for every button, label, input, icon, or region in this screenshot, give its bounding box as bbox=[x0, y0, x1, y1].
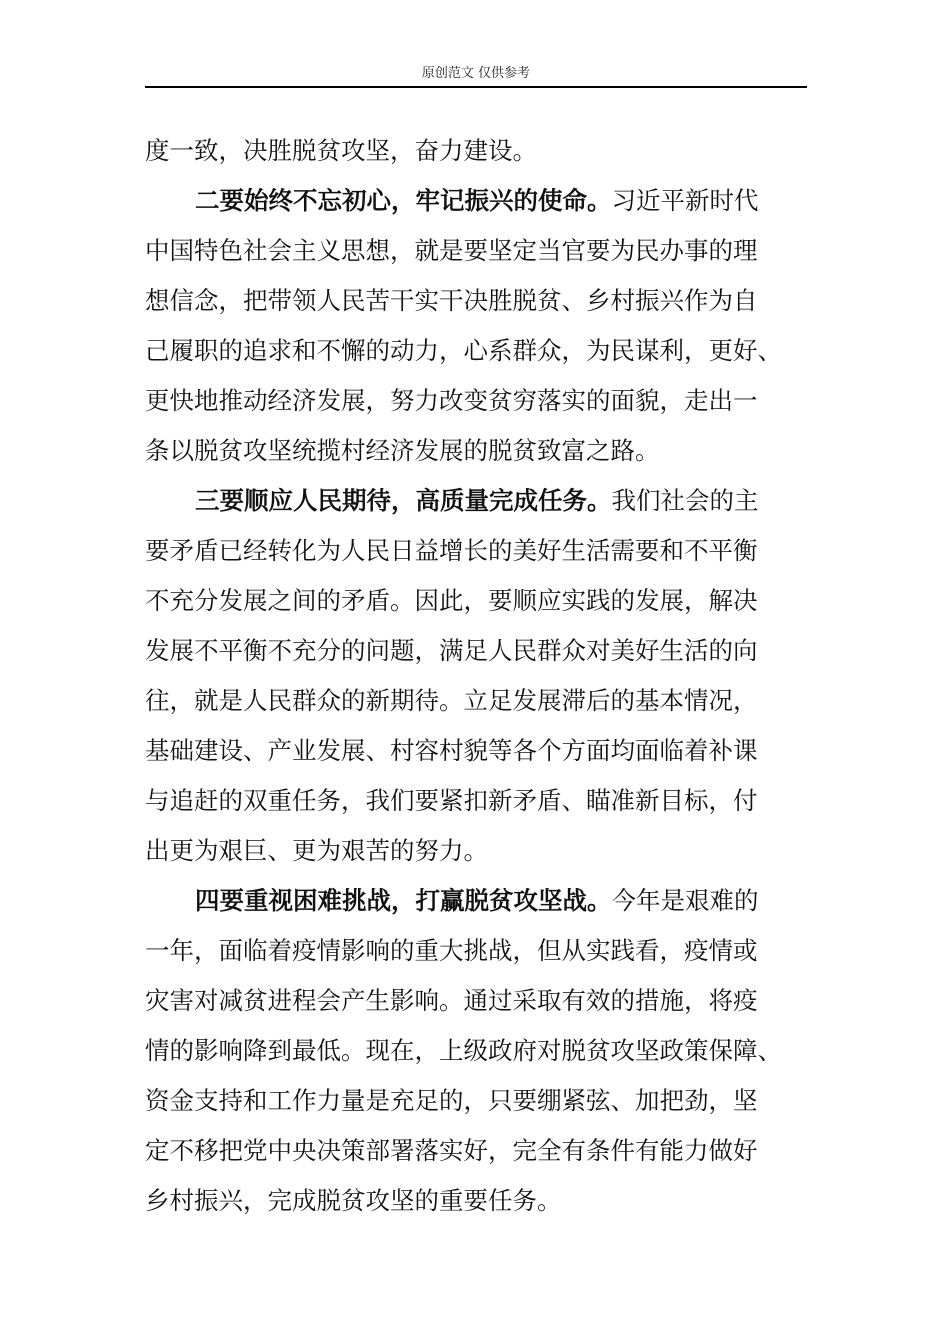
text-run: 我们社会的主 bbox=[611, 486, 759, 515]
header-text: 原创范文 仅供参考 bbox=[421, 66, 531, 81]
text-run: 今年是艰难的 bbox=[611, 886, 759, 915]
document-body bbox=[145, 126, 807, 1226]
text-line: 乡村振兴，完成脱贫攻坚的重要任务。 bbox=[145, 1186, 562, 1215]
paragraph-1 bbox=[145, 126, 807, 176]
text-line: 要矛盾已经转化为人民日益增长的美好生活需要和不平衡 bbox=[145, 536, 758, 565]
page-header bbox=[145, 64, 807, 88]
text-line: 更快地推动经济发展，努力改变贫穷落实的面貌，走出一 bbox=[145, 386, 758, 415]
paragraph-2 bbox=[145, 176, 807, 476]
text-line: 条以脱贫攻坚统揽村经济发展的脱贫致富之路。 bbox=[145, 436, 660, 465]
paragraph-3 bbox=[145, 476, 807, 876]
text-line: 中国特色社会主义思想，就是要坚定当官要为民办事的理 bbox=[145, 236, 758, 265]
text-line bbox=[145, 876, 807, 926]
text-line bbox=[145, 476, 807, 526]
text-run: 习近平新时代 bbox=[611, 186, 759, 215]
text-line: 定不移把党中央决策部署落实好，完全有条件有能力做好 bbox=[145, 1136, 758, 1165]
text-line bbox=[145, 176, 807, 226]
text-line: 情的影响降到最低。现在，上级政府对脱贫攻坚政策保障、 bbox=[145, 1036, 782, 1065]
text-line: 发展不平衡不充分的问题，满足人民群众对美好生活的向 bbox=[145, 636, 758, 665]
paragraph-lead: 三要顺应人民期待，高质量完成任务。 bbox=[195, 486, 612, 515]
text-line: 基础建设、产业发展、村容村貌等各个方面均面临着补课 bbox=[145, 736, 758, 765]
text-line: 不充分发展之间的矛盾。因此，要顺应实践的发展，解决 bbox=[145, 586, 758, 615]
text-line: 出更为艰巨、更为艰苦的努力。 bbox=[145, 836, 488, 865]
paragraph-4 bbox=[145, 876, 807, 1226]
text-line: 资金支持和工作力量是充足的，只要绷紧弦、加把劲，坚 bbox=[145, 1086, 758, 1115]
text-line: 一年，面临着疫情影响的重大挑战，但从实践看，疫情或 bbox=[145, 936, 758, 965]
paragraph-lead: 四要重视困难挑战，打赢脱贫攻坚战。 bbox=[195, 886, 612, 915]
paragraph-lead: 二要始终不忘初心，牢记振兴的使命。 bbox=[195, 186, 612, 215]
text-line: 度一致，决胜脱贫攻坚，奋力建设。 bbox=[145, 136, 537, 165]
text-line: 灾害对减贫进程会产生影响。通过采取有效的措施，将疫 bbox=[145, 986, 758, 1015]
text-line: 往，就是人民群众的新期待。立足发展滞后的基本情况， bbox=[145, 686, 758, 715]
text-line: 己履职的追求和不懈的动力，心系群众，为民谋利，更好、 bbox=[145, 336, 782, 365]
text-line: 想信念，把带领人民苦干实干决胜脱贫、乡村振兴作为自 bbox=[145, 286, 758, 315]
text-line: 与追赶的双重任务，我们要紧扣新矛盾、瞄准新目标，付 bbox=[145, 786, 758, 815]
